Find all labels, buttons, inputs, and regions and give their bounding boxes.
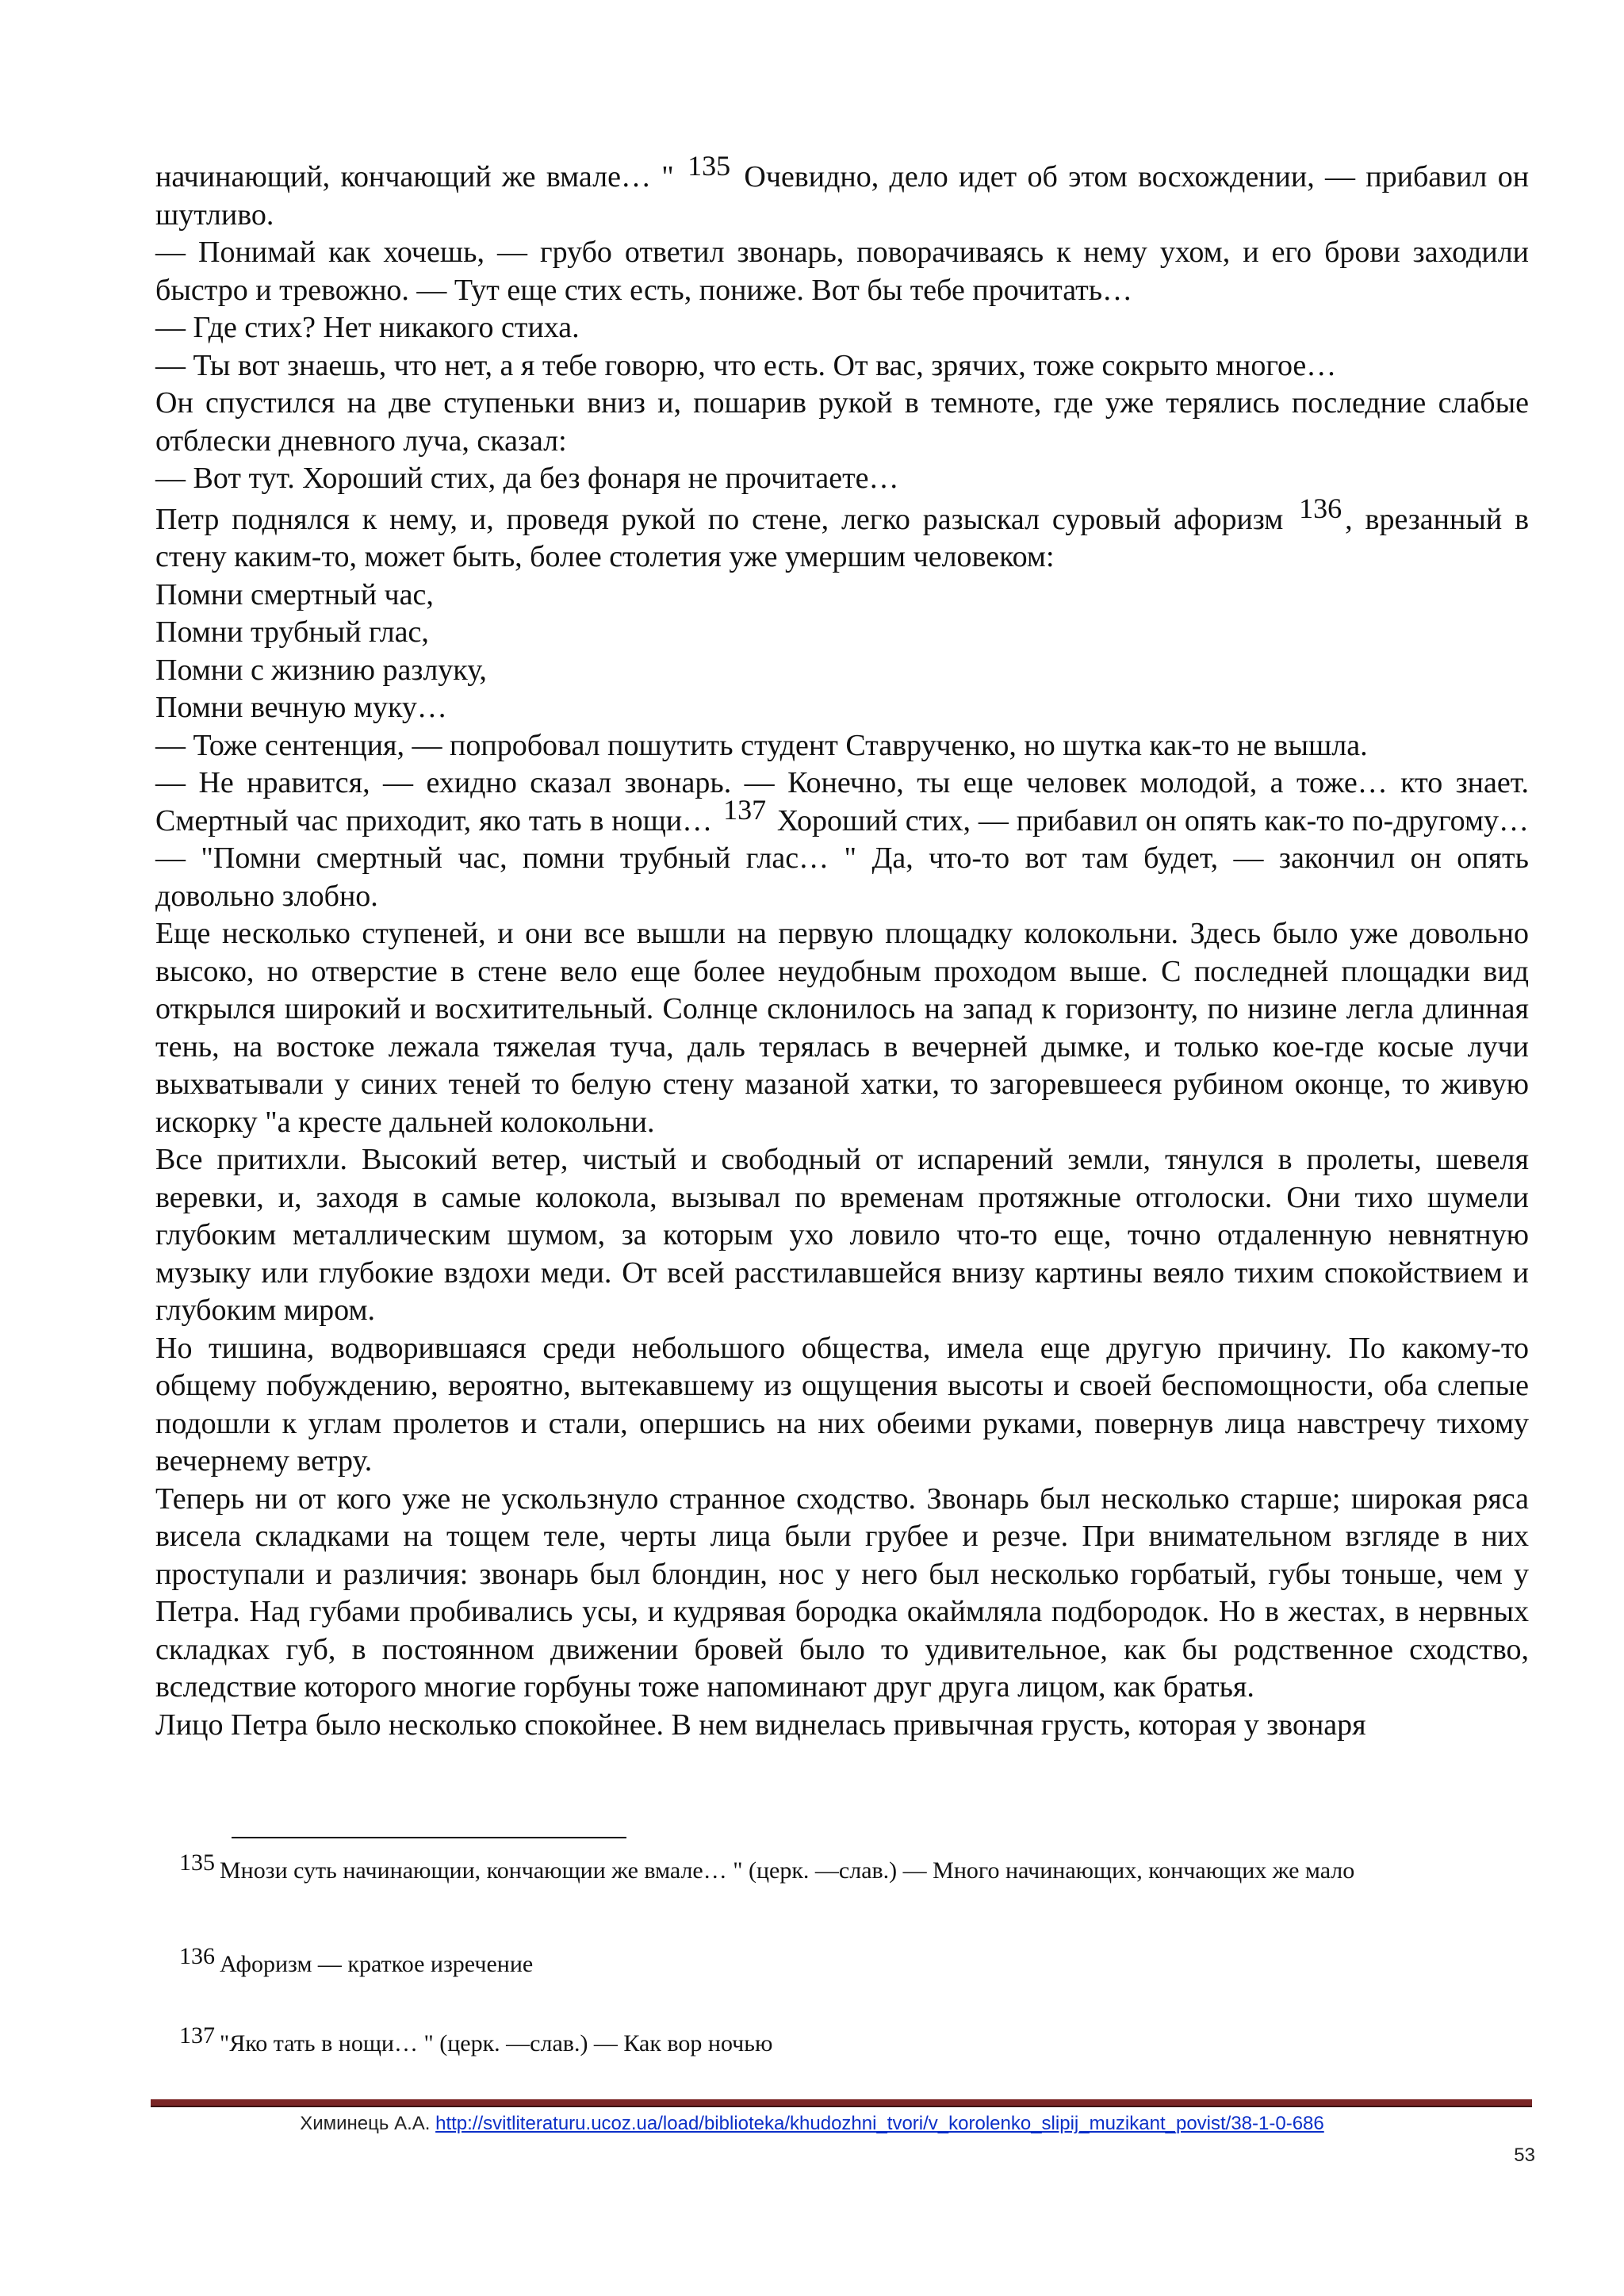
- footnote-ref-136[interactable]: 136: [1299, 492, 1342, 524]
- paragraph-9-end: Хороший стих, — прибавил он опять как-то по-другому… — "Помни смертный час, помни трубный глас… " Да, что-то вот там будет, — закончил он опять довольно злобно.: [155, 803, 1529, 913]
- footnote-number: 137: [179, 2022, 215, 2049]
- paragraph-1: [155, 150, 1530, 234]
- footnote-136: [155, 1943, 1529, 1979]
- verse-line-3: Помни с жизнию разлуку,: [155, 653, 487, 687]
- main-text: [155, 150, 1530, 1744]
- paragraph-13: Теперь ни от кого уже не ускользнуло странное сходство. Звонарь был несколько старше; широкая ряса висела складками на тощем теле, черты лица были грубее и резче. При внимательном взгляде в них проступали и различия: звонарь был блондин, нос у него был несколько горбатый, губы тоньше, чем у Петра. Над губами пробивались усы, и кудрявая бородка окаймляла подбородок. Но в жестах, в нервных складках губ, в постоянном движении бровей было то удивительное, как бы родственное сходство, вследствие которого многие горбуны тоже напоминают друг друга лицом, как братья.: [155, 1481, 1529, 1704]
- paragraph-7-start: Петр поднялся к нему, и, проведя рукой по стене, легко разыскал суровый афоризм: [155, 502, 1284, 536]
- paragraph-6: — Вот тут. Хороший стих, да без фонаря не прочитаете…: [155, 462, 899, 495]
- verse-line-4: Помни вечную муку…: [155, 691, 447, 724]
- footnote-number: 135: [179, 1849, 215, 1876]
- footnote-135: [155, 1849, 1529, 1885]
- paragraph-12: Но тишина, водворившаяся среди небольшого общества, имела еще другую причину. По какому-то общему побуждению, вероятно, вытекавшему из ощущения высоты и своей беспомощности, оба слепые подошли к углам пролетов и стали, опершись на них обеими руками, повернув лица навстречу тихому вечернему ветру.: [155, 1331, 1529, 1478]
- footnote-text: Афоризм — краткое изречение: [220, 1951, 534, 1977]
- paragraph-1-start: начинающий, кончающий же вмале… ": [155, 160, 674, 194]
- footnote-separator: [232, 1837, 626, 1838]
- paragraph-14: Лицо Петра было несколько спокойнее. В нем виднелась привычная грусть, которая у звонаря: [155, 1708, 1366, 1742]
- paragraph-11: Все притихли. Высокий ветер, чистый и свободный от испарений земли, тянулся в пролеты, шевеля веревки, и, заходя в самые колокола, вызывал по временам протяжные отголоски. Они тихо шумели глубоким металлическим шумом, за которым ухо ловило что-то еще, точно отдаленную невнятную музыку или глубокие вздохи меди. От всей расстилавшейся внизу картины веяло тихим спокойствием и глубоким миром.: [155, 1143, 1529, 1327]
- verse-line-1: Помни смертный час,: [155, 577, 434, 611]
- paragraph-7-end: , врезанный в стену каким-то, может быть, более столетия уже умершим человеком:: [155, 502, 1530, 573]
- footer-rule: [151, 2099, 1532, 2107]
- footnote-text: "Яко тать в нощи… " (церк. —слав.) — Как вор ночью: [220, 2030, 773, 2056]
- footnote-137: [155, 2022, 1529, 2058]
- footnote-ref-135[interactable]: 135: [688, 150, 731, 182]
- paragraph-9: [155, 765, 1529, 915]
- page-number: 53: [1514, 2145, 1535, 2166]
- paragraph-2: — Понимай как хочешь, — грубо ответил звонарь, поворачиваясь к нему ухом, и его брови заходили быстро и тревожно. — Тут еще стих есть, пониже. Вот бы тебе прочитать…: [155, 236, 1529, 307]
- footer-source-link[interactable]: http://svitliteraturu.ucoz.ua/load/biblioteka/khudozhni_tvori/v_korolenko_slipij_muzikant_povist/38-1-0-686: [435, 2113, 1324, 2134]
- footer: [0, 2113, 1624, 2135]
- paragraph-7: [155, 492, 1530, 577]
- footnote-ref-137[interactable]: 137: [723, 793, 767, 826]
- paragraph-10: Еще несколько ступеней, и они все вышли на первую площадку колокольни. Здесь было уже довольно высоко, но отверстие в стене вело еще более неудобным проходом выше. С последней площадки вид открылся широкий и восхитительный. Солнце склонилось на запад к горизонту, по низине легла длинная тень, на востоке лежала тяжелая туча, даль терялась в вечерней дымке, и только кое-где косые лучи выхватывали у синих теней то белую стену мазаной хатки, то загоревшееся рубином оконце, то живую искорку "а кресте дальней колокольни.: [155, 917, 1529, 1139]
- paragraph-9-start: — Не нравится, — ехидно сказал звонарь. — Конечно, ты еще человек молодой, а тоже… кто знает. Смертный час приходит, яко тать в нощи…: [155, 766, 1529, 838]
- paragraph-8: — Тоже сентенция, — попробовал пошутить студент Ставрученко, но шутка как-то не вышла.: [155, 728, 1368, 762]
- paragraph-5: Он спустился на две ступеньки вниз и, пошарив рукой в темноте, где уже терялись последние слабые отблески дневного луча, сказал:: [155, 386, 1529, 458]
- paragraph-4: — Ты вот знаешь, что нет, а я тебе говорю, что есть. От вас, зрячих, тоже сокрыто многое…: [155, 348, 1337, 382]
- footnote-number: 136: [179, 1943, 215, 1969]
- paragraph-1-end: Очевидно, дело идет об этом восхождении, — прибавил он шутливо.: [155, 160, 1530, 232]
- footnote-text: Мнози суть начинающии, кончающии же вмале… " (церк. —слав.) — Много начинающих, кончающих же мало: [220, 1857, 1355, 1884]
- footer-author: Химинець А.А.: [300, 2113, 431, 2134]
- verse-line-2: Помни трубный глас,: [155, 615, 429, 649]
- paragraph-3: — Где стих? Нет никакого стиха.: [155, 311, 580, 344]
